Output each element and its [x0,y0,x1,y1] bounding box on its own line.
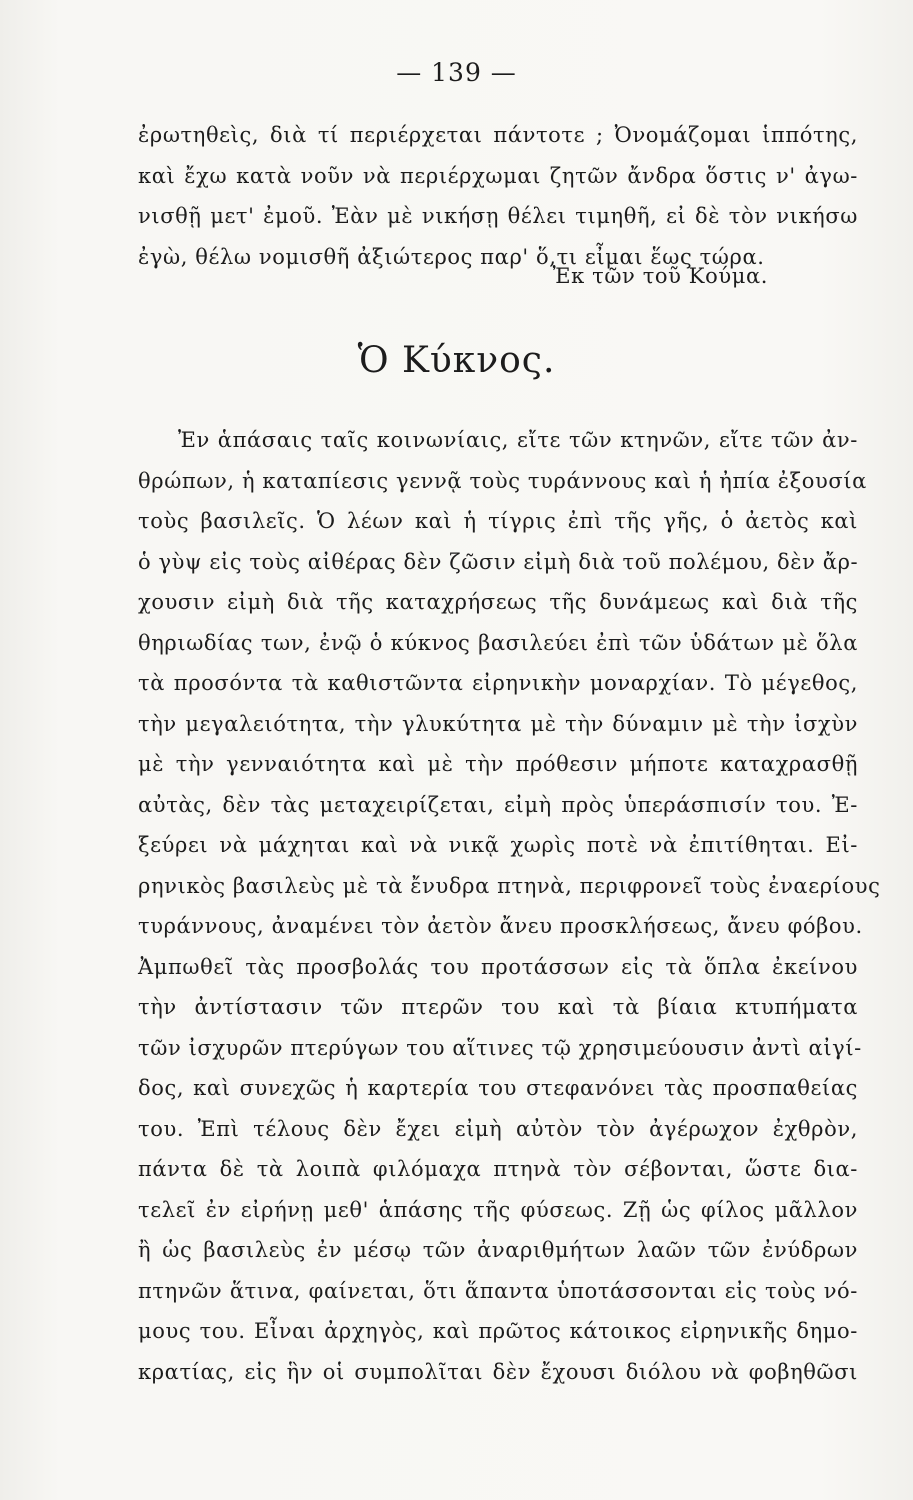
section-title: Ὁ Κύκνος. [357,340,556,381]
text-line: κρατίας, εἰς ἣν οἱ συμπολῖται δὲν ἔχουσι διόλου νὰ φοβηθῶσι [138,1359,858,1384]
text-line: τοὺς βασιλεῖς. Ὁ λέων καὶ ἡ τίγρις ἐπὶ τῆς γῆς, ὁ ἀετὸς καὶ [138,509,858,533]
text-line: του. Ἐπὶ τέλους δὲν ἔχει εἰμὴ αὐτὸν τὸν ἀγέρωχον ἐχθρὸν, [138,1116,858,1141]
text-line: τελεῖ ἐν εἰρήνῃ μεθ' ἁπάσης τῆς φύσεως. Ζῇ ὡς φίλος μᾶλλον [138,1197,858,1222]
text-line: νισθῇ μετ' ἐμοῦ. Ἐὰν μὲ νικήσῃ θέλει τιμηθῆ, εἰ δὲ τὸν νικήσω [138,204,858,228]
text-line: τῶν ἰσχυρῶν πτερύγων του αἵτινες τῷ χρησιμεύουσιν ἀντὶ αἰγί- [138,1035,862,1060]
text-line: δος, καὶ συνεχῶς ἡ καρτερία του στεφανόνει τὰς προσπαθείας [138,1076,858,1100]
text-line: μους του. Εἶναι ἀρχηγὸς, καὶ πρῶτος κάτοικος εἰρηνικῆς δημο- [138,1319,858,1343]
text-line: τὴν μεγαλειότητα, τὴν γλυκύτητα μὲ τὴν δύναμιν μὲ τὴν ἰσχὺν [138,711,858,736]
text-line: αὐτὰς, δὲν τὰς μεταχειρίζεται, εἰμὴ πρὸς ὑπεράσπισίν του. Ἐ- [138,792,858,817]
text-line: πάντα δὲ τὰ λοιπὰ φιλόμαχα πτηνὰ τὸν σέβονται, ὥστε δια- [138,1157,858,1181]
text-line: θηριωδίας των, ἐνῷ ὁ κύκνος βασιλεύει ἐπὶ τῶν ὑδάτων μὲ ὅλα [138,630,858,655]
text-line: μὲ τὴν γενναιότητα καὶ μὲ τὴν πρόθεσιν μήποτε καταχρασθῇ [138,752,858,776]
text-line: ξεύρει νὰ μάχηται καὶ νὰ νικᾷ χωρὶς ποτὲ νὰ ἐπιτίθηται. Εἰ- [138,833,858,857]
text-line: πτηνῶν ἅτινα, φαίνεται, ὅτι ἅπαντα ὑποτάσσονται εἰς τοὺς νό- [138,1278,858,1303]
text-line: ἐγὼ, θέλω νομισθῆ ἀξιώτερος παρ' ὅ,τι εἶμαι ἕως τώρα. [138,244,765,269]
attribution: Ἐκ τῶν τοῦ Κούμα. [552,264,768,288]
text-line: ἢ ὡς βασιλεὺς ἐν μέσῳ τῶν ἀναριθμήτων λαῶν τῶν ἐνύδρων [138,1238,858,1262]
text-line: τυράννους, ἀναμένει τὸν ἀετὸν ἄνευ προσκλήσεως, ἄνευ φόβου. [138,914,863,938]
text-line: Ἀμπωθεῖ τὰς προσβολάς του προτάσσων εἰς τὰ ὅπλα ἐκείνου [138,954,858,979]
text-line: ὁ γὺψ εἰς τοὺς αἰθέρας δὲν ζῶσιν εἰμὴ διὰ τοῦ πολέμου, δὲν ἄρ- [138,549,859,574]
body-paragraph [138,420,881,1392]
text-line: ἐρωτηθεὶς, διὰ τί περιέρχεται πάντοτε ; Ὀνομάζομαι ἱππότης, [138,123,858,147]
intro-paragraph [138,115,858,277]
text-line: Ἐν ἁπάσαις ταῖς κοινωνίαις, εἴτε τῶν κτηνῶν, εἴτε τῶν ἀν- [178,428,858,452]
text-line: θρώπων, ἡ καταπίεσις γεννᾷ τοὺς τυράννους καὶ ἡ ἠπία ἐξουσία [138,468,867,493]
text-line: τὰ προσόντα τὰ καθιστῶντα εἰρηνικὴν μοναρχίαν. Τὸ μέγεθος, [138,671,858,695]
page-number: — 139 — [396,58,517,87]
text-line: καὶ ἔχω κατὰ νοῦν νὰ περιέρχωμαι ζητῶν ἄνδρα ὅστις ν' ἀγω- [138,163,858,188]
text-line: χουσιν εἰμὴ διὰ τῆς καταχρήσεως τῆς δυνάμεως καὶ διὰ τῆς [138,590,858,614]
text-line: ρηνικὸς βασιλεὺς μὲ τὰ ἔνυδρα πτηνὰ, περιφρονεῖ τοὺς ἐναερίους [138,873,881,898]
text-line: τὴν ἀντίστασιν τῶν πτερῶν του καὶ τὰ βίαια κτυπήματα [138,995,858,1019]
